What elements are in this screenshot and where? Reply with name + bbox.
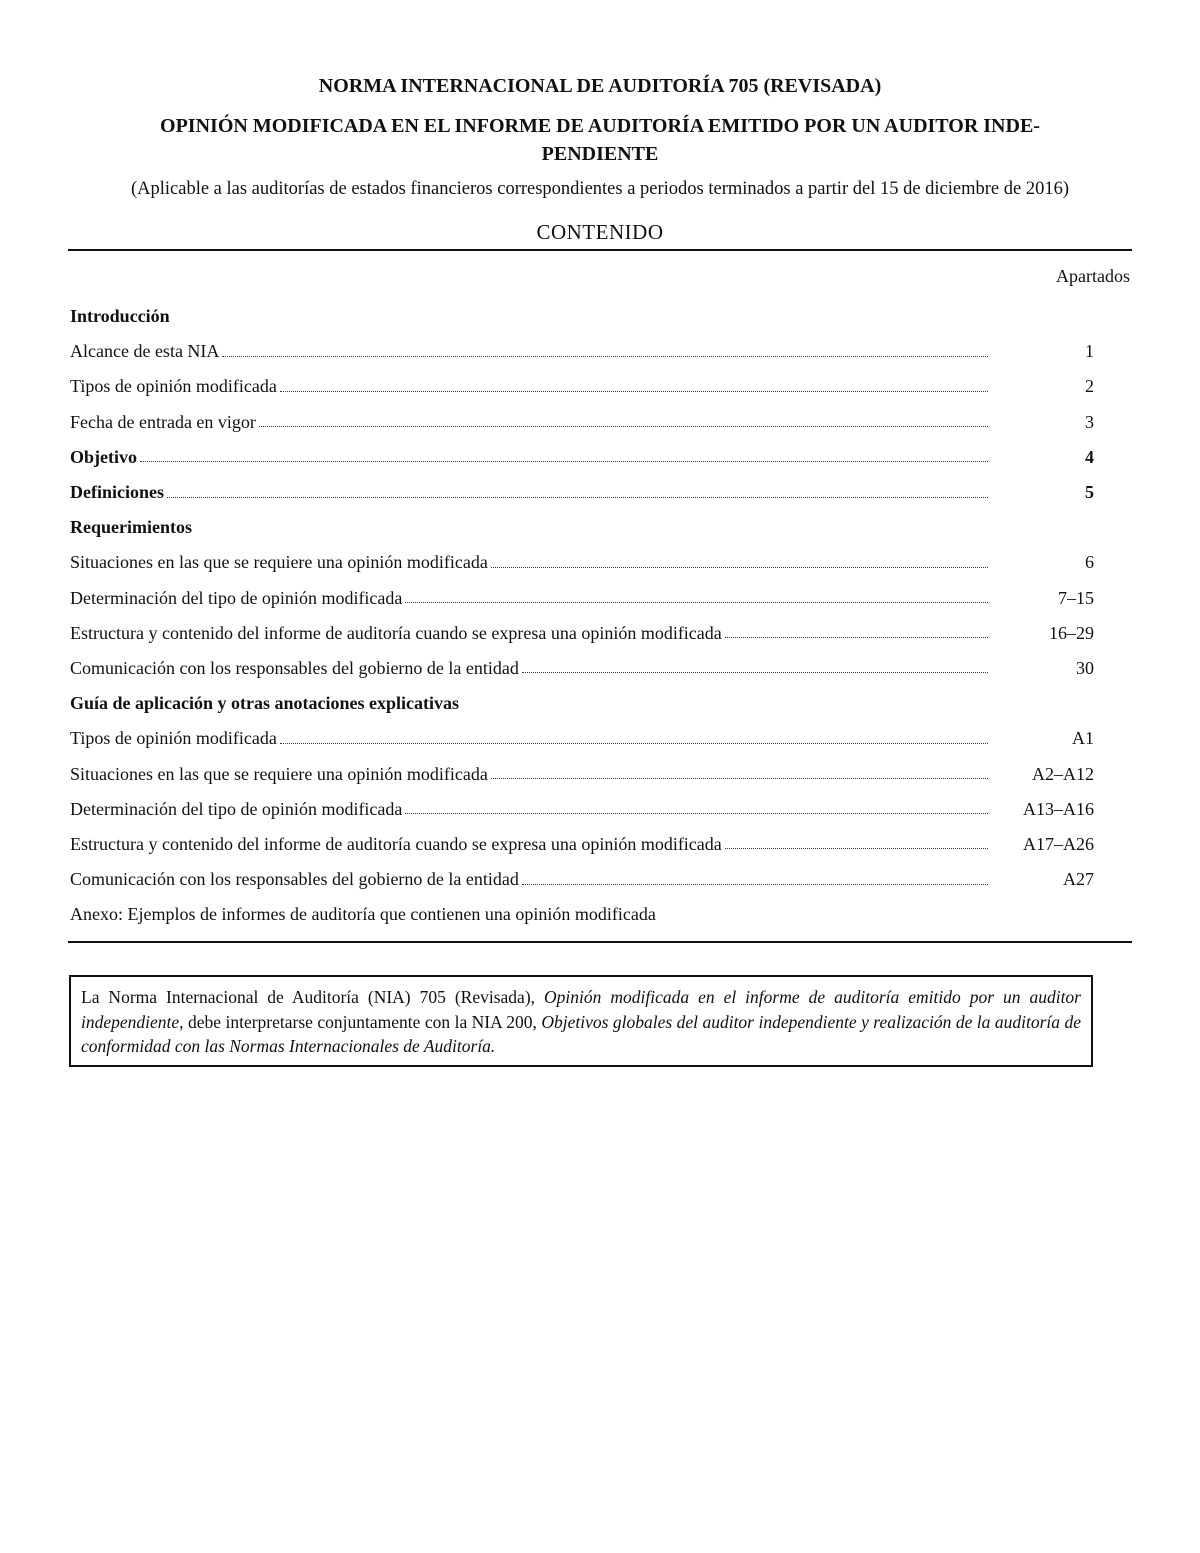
toc-entry[interactable] [70,862,1094,897]
toc-entry-label: Definiciones [70,482,164,503]
toc-entry-label: Introducción [70,306,170,327]
toc-entry-label: Comunicación con los responsables del gobierno de la entidad [70,657,519,678]
toc-entry-paragraphs: 6 [1085,552,1094,573]
toc-entry-label: Guía de aplicación y otras anotaciones explicativas [70,693,459,714]
top-rule [68,249,1132,251]
toc-entry-label: Determinación del tipo de opinión modificada [70,798,403,819]
dot-leader [70,440,988,475]
note-text-1: La Norma Internacional de Auditoría (NIA) 705 (Revisada), [81,987,545,1007]
toc-entry-paragraphs: A17–A26 [1023,833,1094,854]
toc-entry[interactable] [70,792,1094,827]
toc-entry-paragraphs: A1 [1072,728,1094,749]
toc-entry[interactable] [70,897,1094,932]
toc-entry[interactable] [70,581,1094,616]
toc-entry[interactable] [70,545,1094,580]
toc-entry-paragraphs: 1 [1085,341,1094,362]
toc-entry-label: Objetivo [70,446,137,467]
note-text-2: Opinión modificada en el informe de auditoría emitido por un auditor independiente [81,987,1081,1032]
toc-entry[interactable] [70,721,1094,756]
note-text-3: , debe interpretarse conjuntamente con la NIA 200, [179,1011,542,1032]
toc-entry-label: Determinación del tipo de opinión modificada [70,587,403,608]
document-title: NORMA INTERNACIONAL DE AUDITORÍA 705 (REVISADA) [318,75,882,97]
toc-entry[interactable] [70,475,1094,510]
contents-heading: CONTENIDO [536,220,664,244]
toc-entry-label: Fecha de entrada en vigor [70,411,256,432]
toc-entry-label: Alcance de esta NIA [70,341,220,362]
toc-entry-label: Tipos de opinión modificada [70,376,277,397]
toc-entry-paragraphs: 3 [1085,411,1094,432]
toc-entry-label: Requerimientos [70,517,192,538]
toc-entry-paragraphs: 4 [1085,446,1094,467]
toc-entry-paragraphs: 30 [1076,657,1094,678]
toc-entry-paragraphs: 16–29 [1049,622,1094,643]
table-of-contents [70,299,1094,932]
toc-entry[interactable] [70,299,1094,334]
toc-entry[interactable] [70,369,1094,404]
toc-entry[interactable] [70,510,1094,545]
document-subtitle-line2: PENDIENTE [541,143,659,165]
toc-entry-label: Estructura y contenido del informe de auditoría cuando se expresa una opinión modificada [70,622,722,643]
toc-entry[interactable] [70,440,1094,475]
toc-entry-label: Estructura y contenido del informe de auditoría cuando se expresa una opinión modificada [70,833,722,854]
applicability-note: (Aplicable a las auditorías de estados financieros correspondientes a periodos terminados a partir del 15 de diciembre de 2016) [130,179,1070,199]
document-subtitle [60,112,1140,168]
toc-entry-label: Tipos de opinión modificada [70,728,277,749]
toc-entry-label: Comunicación con los responsables del gobierno de la entidad [70,869,519,890]
toc-entry[interactable] [70,334,1094,369]
toc-entry[interactable] [70,651,1094,686]
dot-leader [70,475,988,510]
document-subtitle-line1: OPINIÓN MODIFICADA EN EL INFORME DE AUDITORÍA EMITIDO POR UN AUDITOR INDE- [160,115,1040,137]
toc-entry-paragraphs: A2–A12 [1032,763,1094,784]
note-box [69,975,1093,1067]
apartados-column-header: Apartados [1056,266,1130,286]
toc-entry-paragraphs: 5 [1085,482,1094,503]
toc-entry-label: Situaciones en las que se requiere una opinión modificada [70,552,488,573]
toc-entry-label: Situaciones en las que se requiere una opinión modificada [70,763,488,784]
note-text-4: Objetivos globales del auditor independiente y realización de la auditoría de conformidad con las Normas Internacionales de Auditoría. [81,1011,1081,1056]
toc-entry-paragraphs: A27 [1063,869,1094,890]
toc-entry[interactable] [70,827,1094,862]
toc-entry-paragraphs: 2 [1085,376,1094,397]
toc-entry-paragraphs: A13–A16 [1023,798,1094,819]
toc-entry[interactable] [70,686,1094,721]
toc-entry[interactable] [70,756,1094,791]
bottom-rule [68,941,1132,943]
toc-entry-paragraphs: 7–15 [1058,587,1094,608]
toc-entry[interactable] [70,616,1094,651]
toc-entry-label: Anexo: Ejemplos de informes de auditoría que contienen una opinión modificada [70,904,656,925]
toc-entry[interactable] [70,405,1094,440]
